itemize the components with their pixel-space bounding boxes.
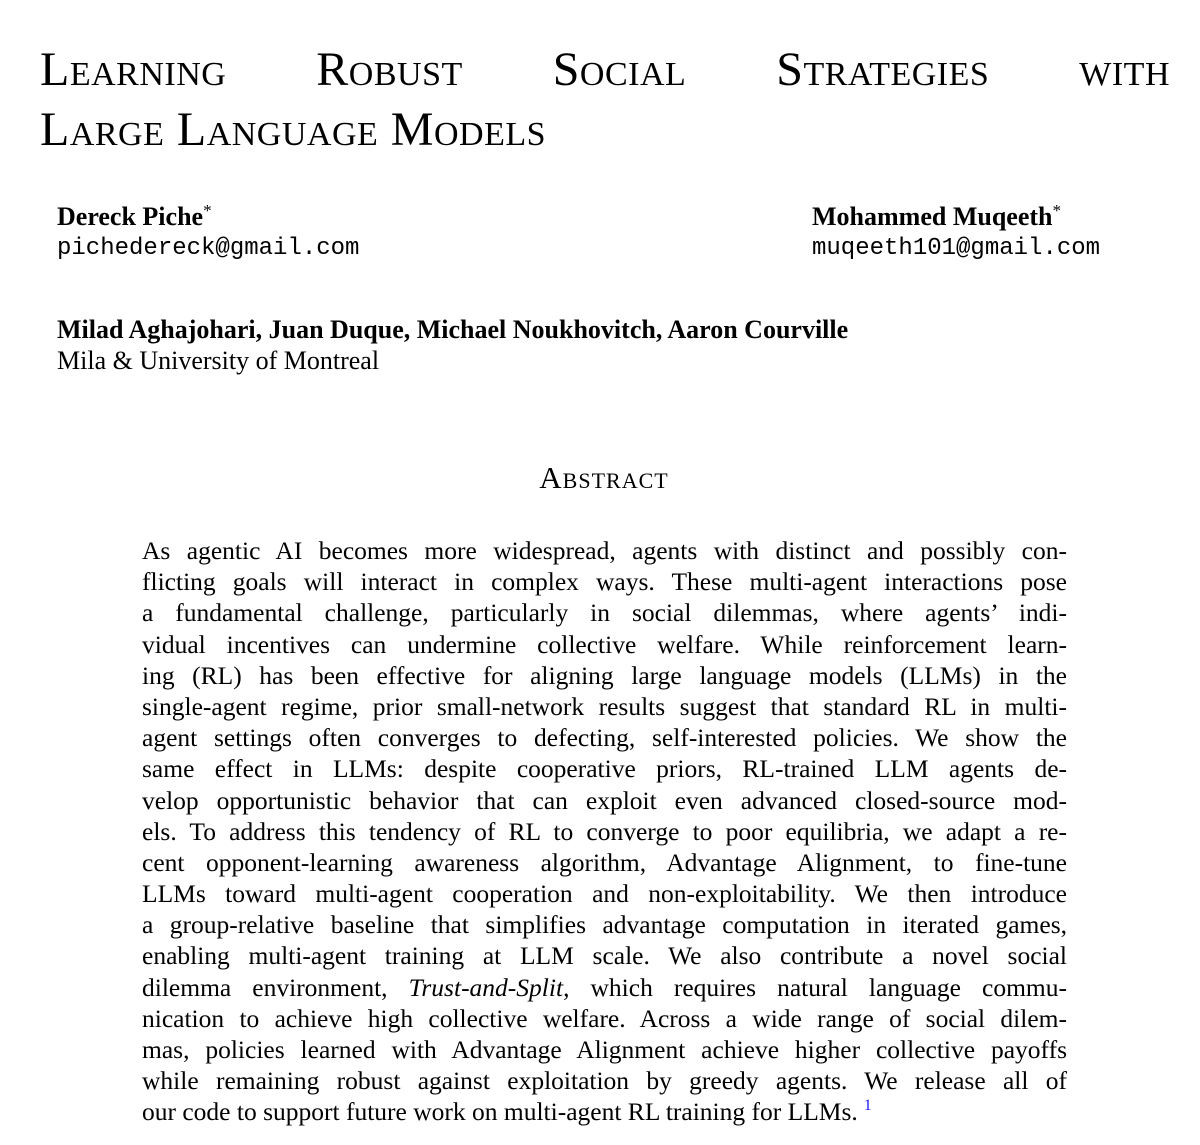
abstract-heading: Abstract (539, 460, 669, 495)
abstract-line-text: our code to support future work on multi-agent RL training for LLMs. (142, 1097, 858, 1127)
abstract-body (142, 535, 1067, 1128)
abstract-line: vidual incentives can undermine collective welfare. While reinforcement learn- (142, 629, 1067, 659)
paper-title (40, 40, 1170, 160)
environment-name: Trust-and-Split (408, 972, 564, 1002)
author-name-text: Mohammed Muqeeth (812, 202, 1053, 231)
abstract-line: a group-relative baseline that simplifies advantage computation in iterated games, (142, 910, 1067, 940)
paper-title-line-2: Large Language Models (40, 103, 547, 156)
footnote-link[interactable]: 1 (863, 1097, 872, 1115)
abstract-line: velop opportunistic behavior that can exploit even advanced closed-source mod- (142, 785, 1067, 815)
abstract-line: mas, policies learned with Advantage Alignment achieve higher collective payoffs (142, 1035, 1067, 1064)
abstract-line: agent settings often converges to defecting, self-interested policies. We show the (142, 723, 1067, 753)
abstract-line: enabling multi-agent training at LLM scale. We also contribute a novel social (142, 941, 1067, 971)
abstract-line: a fundamental challenge, particularly in social dilemmas, where agents’ indi- (142, 598, 1067, 628)
abstract-line: single-agent regime, prior small-network results suggest that standard RL in multi- (142, 691, 1067, 721)
abstract-line: while remaining robust against exploitation by greedy agents. We release all of (142, 1066, 1067, 1096)
author-name-text: Dereck Piche (57, 202, 204, 231)
author-affiliation: Mila & University of Montreal (57, 346, 380, 375)
equal-contribution-mark: * (1052, 201, 1061, 220)
abstract-line: ing (RL) has been effective for aligning large language models (LLMs) in the (142, 660, 1067, 690)
abstract-line: els. To address this tendency of RL to converge to poor equilibria, we adapt a re- (142, 816, 1067, 846)
paper-title-line-1: Learning Robust Social Strategies with (40, 43, 1170, 96)
abstract-line (142, 972, 1067, 1003)
abstract-line: flicting goals will interact in complex ways. These multi-agent interactions pose (142, 567, 1067, 597)
abstract-line: cent opponent-learning awareness algorithm, Advantage Alignment, to fine-tune (142, 847, 1067, 877)
author-block-piche (57, 202, 359, 264)
author-group (57, 314, 848, 376)
equal-contribution-mark: * (203, 201, 212, 220)
author-group-names: Milad Aghajohari, Juan Duque, Michael Noukhovitch, Aaron Courville (57, 315, 849, 344)
abstract-line-segment: dilemma environment, (142, 972, 409, 1002)
abstract-line: same effect in LLMs: despite cooperative priors, RL-trained LLM agents de- (142, 754, 1067, 784)
abstract-line-segment: , which requires natural language commu- (563, 972, 1068, 1002)
author-name (812, 202, 1100, 232)
author-email: muqeeth101@gmail.com (812, 235, 1101, 262)
author-email: pichedereck@gmail.com (57, 235, 360, 262)
abstract-line (142, 1096, 1067, 1127)
abstract-line: LLMs toward multi-agent cooperation and non-exploitability. We then introduce (142, 879, 1067, 909)
author-block-muqeeth (812, 202, 1100, 264)
author-name (57, 202, 359, 232)
abstract-line: nication to achieve high collective welfare. Across a wide range of social dilem- (142, 1003, 1067, 1033)
abstract-line: As agentic AI becomes more widespread, agents with distinct and possibly con- (142, 536, 1067, 565)
